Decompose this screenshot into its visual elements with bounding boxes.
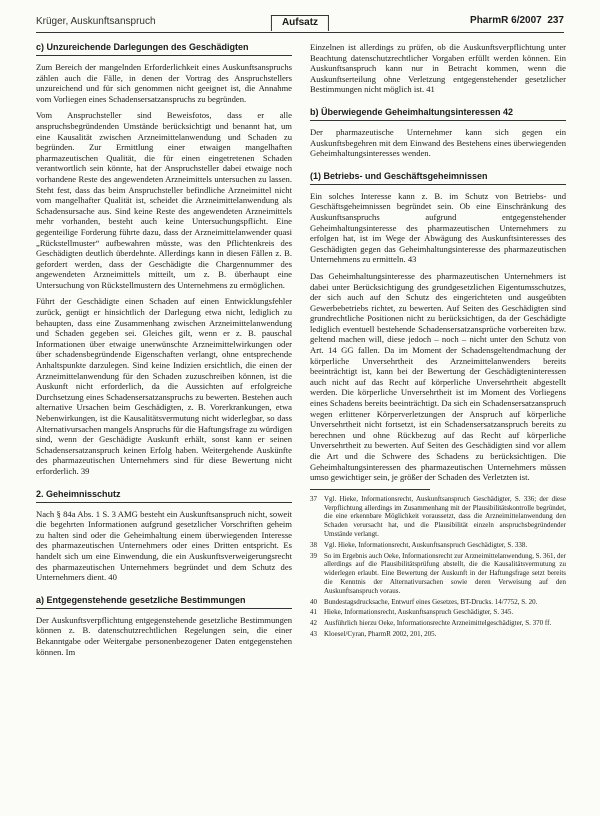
- footnote-number: 40: [310, 597, 317, 606]
- footnote: [310, 598, 566, 607]
- footnote: [310, 630, 566, 639]
- footnote-number: 37: [310, 494, 317, 503]
- section-heading: 2. Geheimnisschutz: [36, 489, 292, 503]
- paragraph: Das Geheimhaltungsinteresse des pharmazeutischen Unternehmers ist dabei unter Berücksichtigung des grundgesetzlichen Eigentumsschutzes, der sich auch auf den Schutz des eingerichteten und ausgeübten Gewerbebetriebs richtet, zu bewerten. Auf Seiten des Geschädigten sind grundrechtliche Positionen nicht zu berücksichtigen, da der Geschädigte lediglich eventuell bestehende Schadensersatzansprüche vorbereiten bzw. geltend machen will, diese jedoch – noch – nicht unter den Schutz von Art. 14 GG fallen. Da im Moment der Schadensgeltendmachung der körperliche Unversehrtheit des Arzneimittelanwenders bereits beeinträchtigt ist, kann bei der Bewertung der Geschädigteninteressen auch nicht auf das Recht auf körperliche Unversehrtheit abgestellt werden. Die körperliche Unversehrtheit ist im Moment des Vorliegens eines Schadens bereits beeinträchtigt. Da sich ein Schadensersatzanspruch wegen erlittener Körperverletzungen der Anspruch auf körperliche Unversehrtheit nicht fortsetzt, ist ein Schadensersatzanspruch bereits zu berechnen und ohne Rückbezug auf das Recht auf körperliche Unversehrtheit zu bewerten. Auf Seiten des Geschädigten sind vor allem die Art und die Schwere des Schadens zu berücksichtigen. Die Geheimhaltungsinteressen des pharmazeutischen Unternehmers müssen umso gewichtiger sein, je größer der Schaden des Verletzten ist.: [310, 270, 566, 483]
- footnote-text: Ausführlich hierzu Oeke, Informationsrechte Arzneimittelgeschädigter, S. 370 ff.: [324, 619, 552, 628]
- left-column: [36, 42, 292, 663]
- footnote: [310, 619, 566, 628]
- footnote-text: Bundestagsdrucksache, Entwurf eines Gesetzes, BT-Drucks. 14/7752, S. 20.: [324, 597, 538, 606]
- paragraph: Zum Bereich der mangelnden Erforderlichkeit eines Auskunftsanspruchs zählen auch die Fälle, in denen der Vortrag des Anspruchstellers unzureichend und für sich genommen nicht geeignet ist, die Annahme vom Vorliegen eines Schadensersatzanspruchs zu begründen.: [36, 62, 292, 104]
- footnote: [310, 495, 566, 539]
- paragraph: Vom Anspruchsteller sind Beweisfotos, dass er alle anspruchsbegründenden Umstände berücksichtigt und benannt hat, um eine Kausalität zwischen Arzneimittelanwendung und Schaden zu begründen. Zur Ermittlung einer etwaigen mangelhaften pharmazeutischen Qualität, die für einen eingetretenen Schaden verantwortlich sein könnte, hat der Anspruchsteller dabei etwaige noch vorhandene Reste des angewendeten Arzneimittels untersuchen zu lassen. Steht fest, dass das beim Anspruchsteller befindliche Arzneimittel nicht vom mangelhafter Qualität ist, scheidet die Arzneimittelanwendung als Schadensursache aus. Sind keine Reste des angewendeten Arzneimittels mehr vorhanden, besteht auch keine Untersuchungspflicht. Eine gegenteilige Forderung führte dazu, dass der Arzneimittelanwender quasi „Rückstellmuster“ aufbewahren müsste, was den Pflichtenkreis des Geschädigten deutlich überdehnte. Allerdings kann in diesen Fällen z. B. gefordert werden, dass der Geschädigte die Chargennummer des angewendeten Arzneimittels mitteilt, um z. B. überhaupt eine Untersuchung von Rückstellmustern des Unternehmens zu ermöglichen.: [36, 110, 292, 290]
- running-header: [36, 12, 564, 33]
- header-page-number: 237: [547, 15, 564, 26]
- footnote-number: 39: [310, 551, 317, 560]
- footnote: [310, 608, 566, 617]
- header-journal: PharmR 6/2007: [470, 15, 542, 26]
- footnote-divider: [310, 489, 430, 490]
- paragraph: Führt der Geschädigte einen Schaden auf einen Entwicklungsfehler zurück, genügt er hinsichtlich der Darlegung etwa nicht, lediglich zu behaupten, dass eine Zusammenhang zwischen Arzneimittelanwendung und Schaden gegeben sei. Gleiches gilt, wenn er z. B. pauschal Informationen über etwaige unerwünschte Arzneimittelwirkungen oder über schadensbegründende Eigenschaften verlangt, ohne entsprechende Anhaltspunkte darzulegen. Sind keine Indizien ersichtlich, die einen der Arzneimittelanwendung für den Schaden zuzuschreiben können, ist die Auskunft nicht erforderlich, da die Aussichten auf erfolgreiche Durchsetzung eines Schadensersatzanspruchs zu bewerten. Bestehen auch alternative Ursachen beim Geschädigten, z. B. Vorerkrankungen, etwa Nebenwirkungen, ist die Kausalitätsvermutung nicht widerlegbar, so dass Alternativursachen mangels Anspruchs für die Haftungsfrage zu würdigen sind, wenn der Geschädigte Auskunft erhält, sonst kann er seinen Schadensersatzanspruch keinen Erfolg haben. Weitergehende Auskünfte des pharmazeutischen Unternehmers sind für diese Bewertung nicht erforderlich. 39: [36, 296, 292, 476]
- header-journal-page: [470, 15, 564, 26]
- paragraph: Einzelnen ist allerdings zu prüfen, ob die Auskunftsverpflichtung unter Beachtung datenschutzrechtlicher Vorgaben erfüllt werden können. Ein Auskunftsanspruch kann nur in Betracht kommen, wenn die Auskunftserteilung ohne Verletzung entgegenstehender gesetzlicher Bestimmungen nicht möglich ist. 41: [310, 42, 566, 95]
- footnote: [310, 541, 566, 550]
- section-heading: b) Überwiegende Geheimhaltungsinteressen 42: [310, 107, 566, 121]
- right-column: [310, 42, 566, 641]
- section-heading: (1) Betriebs- und Geschäftsgeheimnissen: [310, 171, 566, 185]
- section-heading: c) Unzureichende Darlegungen des Geschädigten: [36, 42, 292, 56]
- footnote-number: 41: [310, 608, 317, 617]
- footnote-number: 38: [310, 540, 317, 549]
- footnote-text: Hieke, Informationsrecht, Auskunftsanspruch Geschädigter, S. 345.: [324, 608, 514, 617]
- footnote-text: Vgl. Hieke, Informationsrecht, Auskunftsanspruch Geschädigter, S. 338.: [324, 540, 528, 549]
- footnote-number: 42: [310, 619, 317, 628]
- footnote-text: Vgl. Hieke, Informationsrecht, Auskunftsanspruch Geschädigter, S. 336; der diese Verpflichtung allerdings im Zusammenhang mit der Plausibilitätskontrolle begründet, die eine erkennbare Möglichkeit voraussetzt, dass die Arzneimittelanwendung den Schaden verursacht hat, und die Plausibilität einzeln anspruchsbegründender Umstände verlangt.: [324, 494, 566, 538]
- header-section-label: Aufsatz: [271, 15, 329, 31]
- section-heading: a) Entgegenstehende gesetzliche Bestimmungen: [36, 595, 292, 609]
- footnote: [310, 552, 566, 596]
- paragraph: Der pharmazeutische Unternehmer kann sich gegen ein Auskunftsbegehren mit dem Einwand des Bestehens eines überwiegenden Geheimhaltungsinteresses wenden.: [310, 126, 566, 159]
- footnote-text: Kloesel/Cyran, PharmR 2002, 201, 205.: [324, 629, 437, 638]
- footnote-text: So im Ergebnis auch Oeke, Informationsrecht zur Arzneimittelanwendung, S. 361, der allerdings auf die Plausibilitätsprüfung abstellt, die die Kausalitätsvermutung zu widerlegen erlaubt. Eine Bewertung der Auskunft in der Haftungsfrage setzt bereits die Kenntnis der Alternativursachen sowie deren Verweisung auf den Auskunftsanspruch voraus.: [324, 551, 566, 595]
- paragraph: Ein solches Interesse kann z. B. im Schutz von Betriebs- und Geschäftsgeheimnissen begründet sein. Ob eine Einschränkung des Auskunftsanspruchs aufgrund entgegenstehender Geheimhaltungsinteresse des pharmazeutischen Unternehmers zu erfolgen hat, ist im Wege der Abwägung des Auskunftsinteresses des Geschädigten gegen das Geheimhaltungsinteresse des pharmazeutischen Unternehmens zu ermitteln. 43: [310, 190, 566, 265]
- header-author: Krüger, Auskunftsanspruch: [36, 16, 156, 27]
- paragraph: Nach § 84a Abs. 1 S. 3 AMG besteht ein Auskunftsanspruch nicht, soweit die begehrten Informationen aufgrund gesetzlicher Vorschriften geheim zu halten sind oder die Geheimhaltung einem überwiegenden Interesse des pharmazeutischen Unternehmers oder eines Dritten entspricht. Es handelt sich um eine Einwendung, die ein Auskunftsverweigerungsrecht des pharmazeutischen Unternehmers begründet und dem Schutz des Unternehmers dient. 40: [36, 508, 292, 583]
- footnote-number: 43: [310, 629, 317, 638]
- paragraph: Der Auskunftsverpflichtung entgegenstehende gesetzliche Bestimmungen können z. B. datenschutzrechtlichen Regelungen sein, die einer Bekanntgabe oder Weitergabe personenbezogener Daten entgegenstehen können. Im: [36, 614, 292, 657]
- footnotes: [310, 495, 566, 639]
